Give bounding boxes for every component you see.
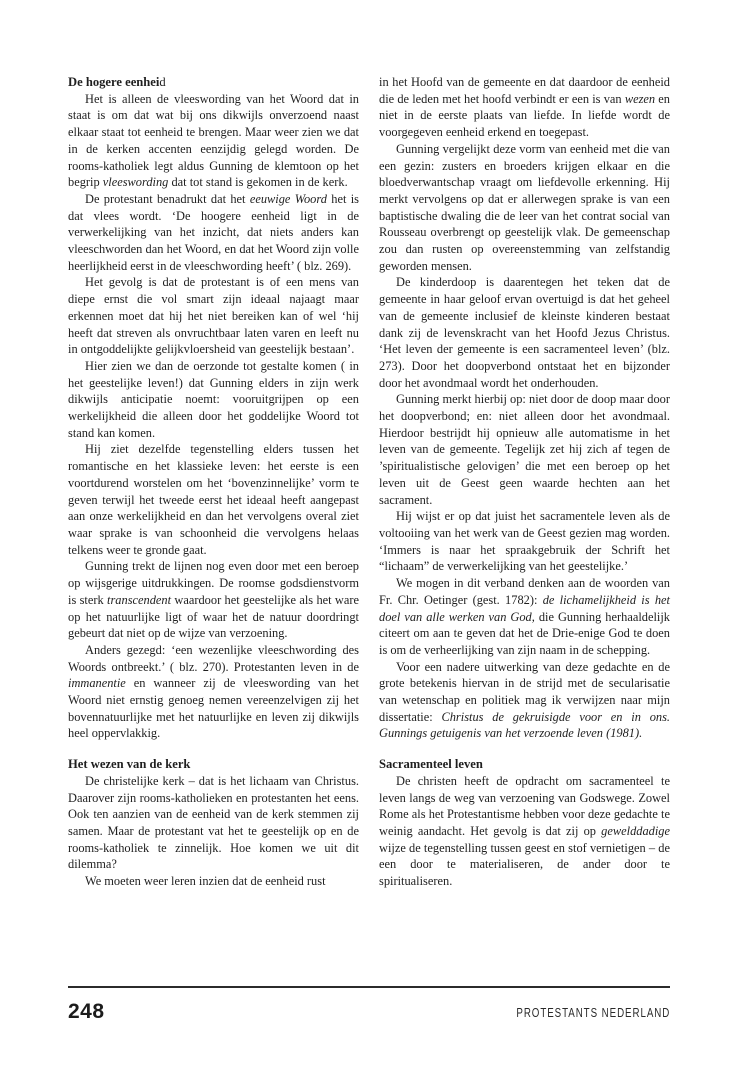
paragraph <box>68 191 359 275</box>
paragraph <box>68 274 359 358</box>
text-run: De kinderdoop is daarentegen het teken dat de gemeente in haar geloof ervan overtuigd is dat het geheel van de gemeente inclusief de kleinste kinderen bestaat dank zij de levenskracht van het Hoofd Jezus Christus. ‘Het leven der gemeente is een sacramenteel leven’ (blz. 273). Door het doopverbond ontstaat het en bijzonder door het avondmaal wordt het onderhouden. <box>379 275 670 390</box>
paragraph <box>68 642 359 742</box>
paragraph <box>379 74 670 141</box>
italic-text-run: transcendent <box>107 592 172 607</box>
text-run: Anders gezegd: ‘een wezenlijke vleeschwording des Woords ontbreekt.’ ( blz. 270). Protestanten leven in de <box>68 642 359 674</box>
page-footer <box>68 1000 670 1024</box>
paragraph <box>68 91 359 191</box>
section-heading <box>379 756 670 773</box>
italic-text-run: wezen <box>624 91 656 106</box>
text-run: Gunning trekt de lijnen nog even door met een beroep op wijsgerige uitdrukkingen. De roomse godsdienstvorm is sterk <box>68 559 359 607</box>
text-run: De hogere eenhei <box>68 75 160 89</box>
text-run: De christen heeft de opdracht om sacramenteel te leven langs de weg van verzoening van Godswege. Zowel Rome als het Protestantisme hebben voor deze gedachte te weinig aandacht. Het gevolg is dat zij op <box>379 773 670 838</box>
italic-text-run: eeuwige Woord <box>249 191 327 206</box>
text-run: dat tot stand is gekomen in de kerk. <box>168 175 348 190</box>
paragraph <box>379 575 670 659</box>
footer-rule <box>68 986 670 988</box>
paragraph <box>379 274 670 391</box>
paragraph <box>379 391 670 508</box>
text-run: Gunning vergelijkt deze vorm van eenheid met die van een gezin: zusters en broeders krijgen elkaar en die bloedverwantschap vraagt om liefdevolle erkenning. Hij merkt vervolgens op dat er allerwegen sprake is van een baptistische dwaling die de leer van het contrat social van Rousseau overbrengt op geestelijk vlak. De gemeenschap zou dan rusten op overeenstemming van zelfstandig geworden mensen. <box>379 141 670 273</box>
text-run: Hij ziet dezelfde tegenstelling elders tussen het romantische en het klassieke leven: het eerste is een voortdurend worstelen om het ‘bovenzinnelijke’ vorm te geven terwijl het tweede eerst het ideaal heeft aangepast aan onze werkelijkheid en dan het vervolgens overal ziet waar sprake is van schoonheid die vervolgens helaas telkens weer te gronde gaat. <box>68 442 359 557</box>
running-title: PROTESTANTS NEDERLAND <box>516 1006 670 1020</box>
paragraph <box>379 659 670 743</box>
italic-text-run: vleeswording <box>102 175 169 190</box>
italic-text-run: gewelddadige <box>601 823 670 838</box>
text-run: Het gevolg is dat de protestant is of een mens van diepe ernst die vol smart zijn ideaal najaagt maar erkennen moet dat hij het niet bereiken kan of wel ‘hij heeft dat streven als onvruchtbaar laten varen en leeft nu in ontgoddelijkte gelijkvloersheid van geestelijk bestaan’. <box>68 275 359 357</box>
text-run: Het is alleen de vleeswording van het Woord dat in staat is om dat wat bij ons dikwijls onverzoend naast elkaar staat tot eenheid te brengen. Maar weer zien we dat in de kerken accenten eenzijdig gelegd worden. De rooms-katholiek legt aldus Gunning de klemtoon op het begrip <box>68 91 359 190</box>
page-body <box>68 74 670 890</box>
left-column <box>68 74 359 890</box>
text-run: die Gunning herhaaldelijk citeert om aan te geven dat het de Drie-enige God te doen is om de verheerlijking van zijn naam in de schepping. <box>379 609 670 657</box>
text-run: We moeten weer leren inzien dat de eenheid rust <box>85 874 326 889</box>
text-run: Voor een nadere uitwerking van deze gedachte en de grote betekenis hiervan in de strijd met de secularisatie van wetenschap en politiek mag ik verwijzen naar mijn dissertatie: <box>379 659 670 724</box>
paragraph <box>68 873 359 890</box>
text-run: De christelijke kerk – dat is het lichaam van Christus. Daarover zijn rooms-katholieken en protestanten het eens. Ook ten aanzien van de eenheid van de kerk stemmen zij samen. Maar de protestant vat het te geestelijk op en de rooms-katholiek te zinnelijk. Hoe komen we uit dit dilemma? <box>68 773 359 872</box>
text-run: Hier zien we dan de oerzonde tot gestalte komen ( in het geestelijke leven!) dat Gunning elders in zijn werk dikwijls anticipatie noemt: vooruitgrijpen op een werkelijkheid die alleen door het goddelijke Woord tot stand kan komen. <box>68 358 359 440</box>
paragraph <box>68 358 359 442</box>
text-run: en wanneer zij de vleeswording van het Woord niet ernstig genoeg nemen vereenzelvigen zij het bovennatuurlijke met het natuurlijke en leven zij dikwijls heel oppervlakkig. <box>68 676 359 741</box>
italic-text-run: Christus de gekruisigde voor en in ons. Gunnings getuigenis van het verzoende leven (1981). <box>379 709 671 741</box>
text-run: We mogen in dit verband denken aan de woorden van Fr. Chr. Oetinger (gest. 1782): <box>379 576 670 607</box>
paragraph <box>379 508 670 575</box>
section-heading <box>68 74 359 91</box>
text-run: wijze de tegenstelling tussen geest en stof vernietigen – de een door te materialiseren, de ander door te spiritualiseren. <box>379 840 670 889</box>
page-number: 248 <box>68 1000 105 1023</box>
section-heading <box>68 756 359 773</box>
text-run: d <box>159 75 166 89</box>
text-run: Het wezen van de kerk <box>68 757 191 772</box>
text-run: Gunning merkt hierbij op: niet door de doop maar door het doopverbond; en: niet alleen door het avondmaal. Hierdoor bestrijdt hij opnieuw alle automatisme in het leven van de gemeente. Tegelijk zet hij zich af tegen de ’spiritualistische gelovigen’ die met een beroep op het leven uit de Geest geen waarde hechten aan het sacrament. <box>379 392 670 507</box>
paragraph <box>68 773 359 873</box>
italic-text-run: immanentie <box>68 676 126 691</box>
text-run: Sacramenteel leven <box>379 757 483 772</box>
text-run: waardoor het geestelijke als het ware op het natuurlijke ligt of waar het de natuur doordringt gebeurt dat niet op de wijze van verzoening. <box>68 592 360 641</box>
text-run: en niet in de eerste plaats van liefde. In liefde wordt de voorgegeven eenheid erkend en toegepast. <box>379 91 670 140</box>
text-run: in het Hoofd van de gemeente en dat daardoor de eenheid die de leden met het hoofd verbindt er een is van <box>379 75 670 106</box>
paragraph <box>68 558 359 642</box>
right-column <box>379 74 670 890</box>
text-run: het is dat vlees wordt. ‘De hoogere eenheid ligt in de verwerkelijking van het inzicht, dat niets anders kan vleeschworden dan het Woord, en dat het Woord zijn volle heerlijkheid eerst in de vleeschwording heeft’ ( blz. 269). <box>68 191 359 273</box>
paragraph <box>68 441 359 558</box>
paragraph <box>379 141 670 275</box>
text-run: De protestant benadrukt dat het <box>85 191 250 206</box>
paragraph <box>379 773 670 890</box>
text-run: Hij wijst er op dat juist het sacramentele leven als de voltooiing van het werk van de Geest gezien mag worden. ‘Immers is naar het spraakgebruik der Schrift het “lichaam” de verwerkelijking van het geestelijke.’ <box>379 509 670 574</box>
italic-text-run: de lichamelijkheid is het doel van alle werken van God, <box>379 592 670 624</box>
